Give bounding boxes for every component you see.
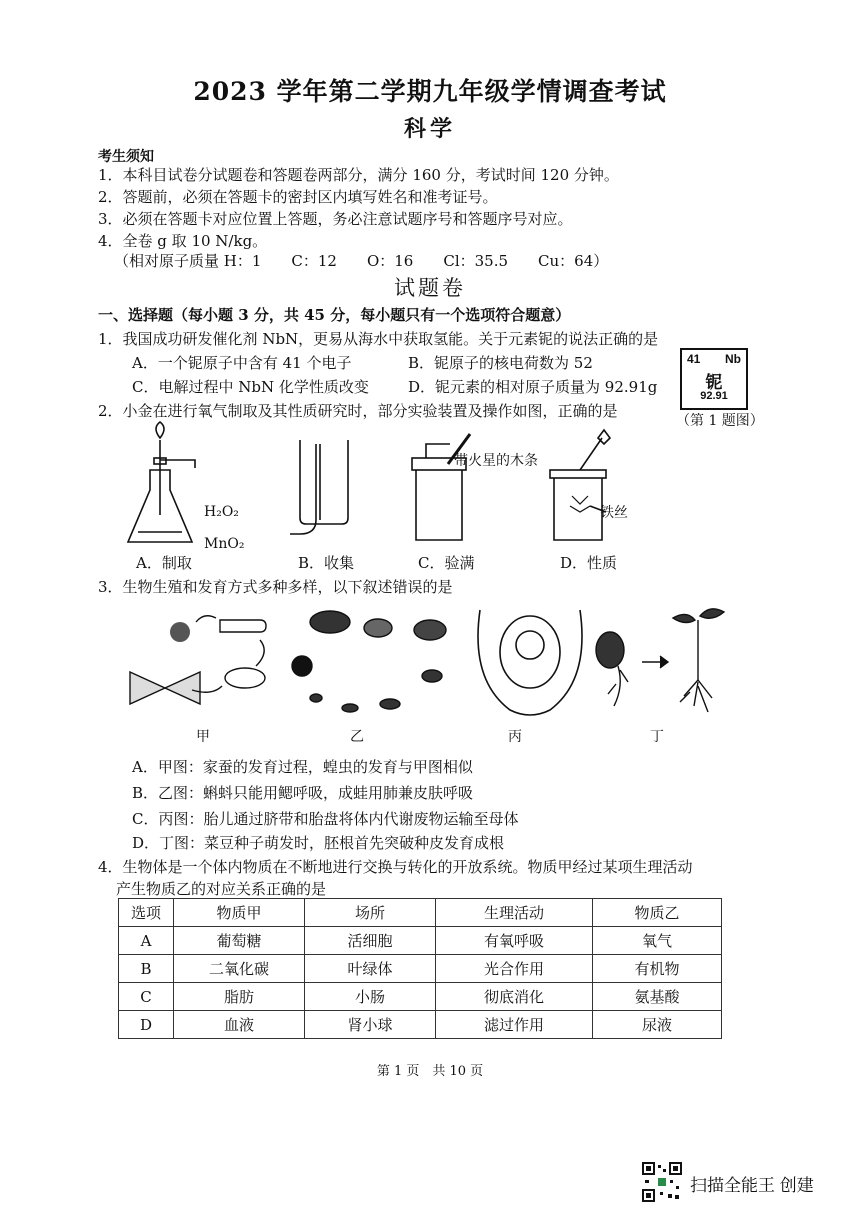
label-mno2: MnO₂ xyxy=(204,536,245,552)
atomic-mass-note: （相对原子质量 H：1 C：12 O：16 Cl：35.5 Cu：64） xyxy=(114,252,609,270)
table-cell: D xyxy=(119,1011,174,1039)
table-cell: A xyxy=(119,927,174,955)
frog-cycle-icon xyxy=(292,611,446,712)
table-cell: 血液 xyxy=(174,1011,305,1039)
table-cell: B xyxy=(119,955,174,983)
table-cell: 氨基酸 xyxy=(593,983,722,1011)
q1-option-a: A．一个铌原子中含有 41 个电子 xyxy=(132,354,352,372)
section-title: 试题卷 xyxy=(394,276,466,300)
fig-label-jia: 甲 xyxy=(196,729,210,745)
table-cell: 尿液 xyxy=(593,1011,722,1039)
q2-caption-b: B．收集 xyxy=(298,554,355,572)
label-h2o2: H₂O₂ xyxy=(204,504,239,520)
atomic-number: 41 xyxy=(687,352,701,366)
q3-option-a: A．甲图：家蚕的发育过程，蝗虫的发育与甲图相似 xyxy=(132,758,473,776)
notice-item-2: 2．答题前，必须在答题卡的密封区内填写姓名和准考证号。 xyxy=(98,188,498,206)
q1-option-d: D．铌元素的相对原子质量为 92.91g xyxy=(408,378,658,396)
table-header-cell: 场所 xyxy=(305,899,436,927)
q3-option-b: B．乙图：蝌蚪只能用鳃呼吸，成蛙用肺兼皮肤呼吸 xyxy=(132,784,474,802)
exam-title: 2023 学年第二学期九年级学情调查考试 xyxy=(193,77,667,106)
q4-stem-line2: 产生物质乙的对应关系正确的是 xyxy=(116,880,327,898)
fetus-in-uterus-icon xyxy=(478,610,582,715)
table-row xyxy=(119,927,722,955)
table-row xyxy=(119,955,722,983)
table-cell: 光合作用 xyxy=(436,955,593,983)
part1-heading: 一、选择题（每小题 3 分，共 45 分，每小题只有一个选项符合题意） xyxy=(98,306,571,324)
table-cell: 有机物 xyxy=(593,955,722,983)
q3-development-figure xyxy=(110,600,730,720)
table-cell: 肾小球 xyxy=(305,1011,436,1039)
element-card xyxy=(680,348,748,410)
element-symbol: Nb xyxy=(725,352,741,366)
element-name: 铌 xyxy=(705,373,723,393)
table-row xyxy=(119,983,722,1011)
q2-caption-d: D．性质 xyxy=(560,554,618,572)
fig-label-ding: 丁 xyxy=(650,729,664,745)
table-cell: 葡萄糖 xyxy=(174,927,305,955)
table-row xyxy=(119,1011,722,1039)
q4-stem-line1: 4．生物体是一个体内物质在不断地进行交换与转化的开放系统。物质甲经过某项生理活动 xyxy=(98,858,693,876)
notice-item-3: 3．必须在答题卡对应位置上答题，务必注意试题序号和答题序号对应。 xyxy=(98,210,573,228)
q2-caption-a: A．制取 xyxy=(136,554,192,572)
bean-germination-icon xyxy=(596,609,724,712)
table-header-cell: 物质乙 xyxy=(593,899,722,927)
notice-item-4: 4．全卷 g 取 10 N/kg。 xyxy=(98,232,268,250)
q2-stem: 2．小金在进行氧气制取及其性质研究时，部分实验装置及操作如图，正确的是 xyxy=(98,402,618,420)
gas-bottle-icon xyxy=(290,440,348,534)
q3-option-c: C．丙图：胎儿通过脐带和胎盘将体内代谢废物运输至母体 xyxy=(132,810,519,828)
q1-option-c: C．电解过程中 NbN 化学性质改变 xyxy=(132,378,369,396)
silkworm-cycle-icon xyxy=(130,616,266,704)
qr-code-icon xyxy=(642,1162,682,1202)
table-header-cell: 生理活动 xyxy=(436,899,593,927)
iron-wire-bottle-icon xyxy=(550,430,610,540)
table-cell: 二氧化碳 xyxy=(174,955,305,983)
label-iron-wire: 铁丝 xyxy=(600,505,628,521)
watermark-text: 扫描全能王 创建 xyxy=(690,1176,814,1195)
q3-stem: 3．生物生殖和发育方式多种多样，以下叙述错误的是 xyxy=(98,578,453,596)
table-cell: 滤过作用 xyxy=(436,1011,593,1039)
table-cell: 活细胞 xyxy=(305,927,436,955)
q1-figure-caption: （第 1 题图） xyxy=(676,413,764,429)
table-cell: 氧气 xyxy=(593,927,722,955)
table-cell: 脂肪 xyxy=(174,983,305,1011)
table-header-cell: 物质甲 xyxy=(174,899,305,927)
scanner-watermark xyxy=(642,1162,842,1202)
notice-item-1: 1．本科目试卷分试题卷和答题卷两部分，满分 160 分，考试时间 120 分钟。 xyxy=(98,166,619,184)
table-header-cell: 选项 xyxy=(119,899,174,927)
q3-option-d: D．丁图：菜豆种子萌发时，胚根首先突破种皮发育成根 xyxy=(132,834,505,852)
atomic-mass: 92.91 xyxy=(700,390,728,402)
subject-title: 科学 xyxy=(403,116,456,142)
label-splint: 带火星的木条 xyxy=(454,453,538,469)
notice-heading: 考生须知 xyxy=(98,149,154,165)
flask-apparatus-icon xyxy=(128,422,195,542)
q2-caption-c: C．验满 xyxy=(418,554,475,572)
table-header-row xyxy=(119,899,722,927)
fig-label-bing: 丙 xyxy=(508,729,522,745)
q1-option-b: B．铌原子的核电荷数为 52 xyxy=(408,354,593,372)
q4-answer-table xyxy=(118,898,722,1039)
table-cell: 彻底消化 xyxy=(436,983,593,1011)
q1-stem: 1．我国成功研发催化剂 NbN，更易从海水中获取氢能。关于元素铌的说法正确的是 xyxy=(98,330,659,348)
table-cell: 小肠 xyxy=(305,983,436,1011)
page-number: 第 1 页 共 10 页 xyxy=(376,1064,484,1079)
table-cell: 有氧呼吸 xyxy=(436,927,593,955)
fig-label-yi: 乙 xyxy=(350,729,364,745)
table-cell: C xyxy=(119,983,174,1011)
table-cell: 叶绿体 xyxy=(305,955,436,983)
